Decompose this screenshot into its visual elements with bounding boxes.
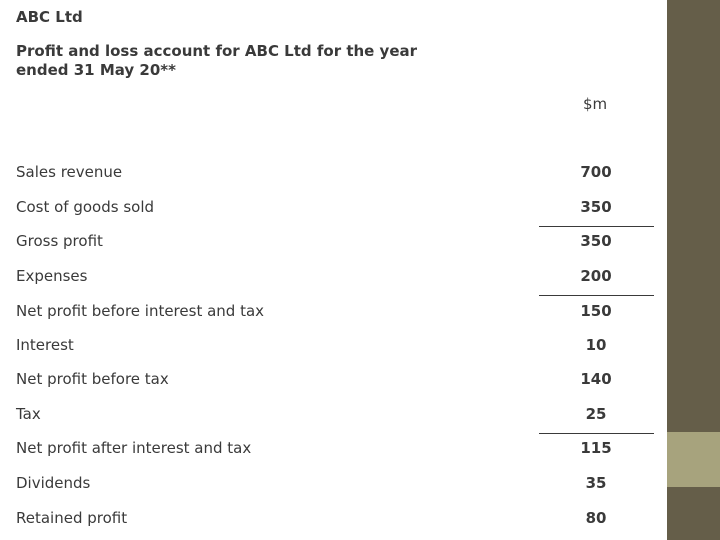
- row-net-profit-after-interest-and-tax: [16, 439, 656, 463]
- statement-heading: [16, 42, 476, 80]
- row-value: 150: [580, 302, 612, 320]
- heading-line-2: ended 31 May 20**: [16, 61, 176, 79]
- row-label: Retained profit: [16, 509, 128, 527]
- subtotal-rule: [539, 433, 654, 434]
- heading-line-1: Profit and loss account for ABC Ltd for the year: [16, 42, 418, 60]
- row-label: Net profit after interest and tax: [16, 439, 252, 457]
- row-label: Net profit before tax: [16, 370, 169, 388]
- unit-header: $m: [583, 95, 608, 113]
- subtotal-rule: [539, 226, 654, 227]
- row-label: Gross profit: [16, 232, 103, 250]
- decorative-sidebar: [667, 0, 720, 540]
- row-expenses: [16, 267, 656, 291]
- row-value: 10: [585, 336, 607, 354]
- row-value: 25: [585, 405, 607, 423]
- row-label: Sales revenue: [16, 163, 123, 181]
- row-label: Cost of goods sold: [16, 198, 155, 216]
- row-value: 700: [580, 163, 612, 181]
- row-cost-of-goods-sold: [16, 198, 656, 222]
- sidebar-accent-block: [667, 432, 720, 487]
- row-dividends: [16, 474, 656, 498]
- row-value: 350: [580, 198, 612, 216]
- row-value: 200: [580, 267, 612, 285]
- row-label: Net profit before interest and tax: [16, 302, 265, 320]
- row-value: 115: [580, 439, 612, 457]
- row-label: Interest: [16, 336, 74, 354]
- row-value: 35: [585, 474, 607, 492]
- row-value: 350: [580, 232, 612, 250]
- row-label: Expenses: [16, 267, 88, 285]
- row-value: 140: [580, 370, 612, 388]
- row-gross-profit: [16, 232, 656, 256]
- row-label: Tax: [16, 405, 41, 423]
- row-label: Dividends: [16, 474, 91, 492]
- row-interest: [16, 336, 656, 360]
- row-tax: [16, 405, 656, 429]
- row-net-profit-before-interest-and-tax: [16, 302, 656, 326]
- row-net-profit-before-tax: [16, 370, 656, 394]
- company-title: ABC Ltd: [16, 8, 83, 26]
- row-value: 80: [585, 509, 607, 527]
- subtotal-rule: [539, 295, 654, 296]
- row-retained-profit: [16, 509, 656, 533]
- row-sales-revenue: [16, 163, 656, 187]
